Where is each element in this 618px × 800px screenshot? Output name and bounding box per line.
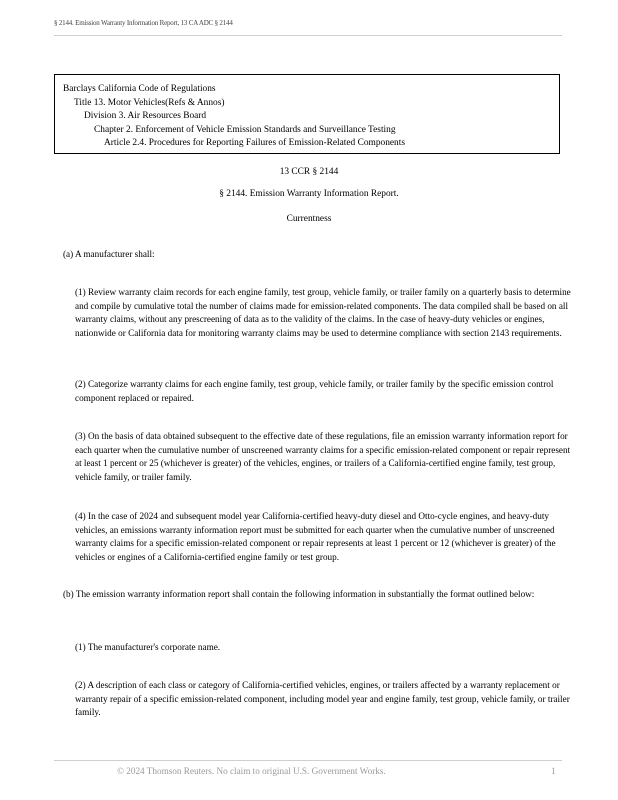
paragraph-a1: (1) Review warranty claim records for each engine family, test group, vehicle family, or trailer family on a quarterly basis to determine and compile by cumulative total the number of claims made for emission-related components. The data compiled shall be based on all warranty claims, without any prescreening of data as to the validity of the claims. In the case of heavy-duty vehicles or engines, nationwide or California data for monitoring warranty claims may be used to determine compliance with section 2143 requirements.	[75, 287, 571, 338]
paragraph-b2: (2) A description of each class or category of California-certified vehicles, engines, or trailers affected by a warranty replacement or warranty repair of a specific emission-related component, including model year and engine family, test group, vehicle family, or trailer family.	[75, 680, 570, 718]
page-number: 1	[551, 766, 556, 776]
header-divider	[54, 35, 562, 36]
paragraph-a4: (4) In the case of 2024 and subsequent model year California-certified heavy-duty diesel and Otto-cycle engines, and heavy-duty vehicles, an emissions warranty information report must be submitted for each quarter when the cumulative number of unscreened warranty claims for a specific emission-related component or repair represents at least 1 percent or 12 (whichever is greater) of the vehicles or engines of a California-certified engine family or test group.	[75, 511, 556, 562]
breadcrumb-division: Division 3. Air Resources Board	[84, 111, 207, 122]
paragraph-b1: (1) The manufacturer's corporate name.	[75, 642, 221, 652]
copyright-notice: © 2024 Thomson Reuters. No claim to original U.S. Government Works.	[117, 766, 386, 776]
paragraph-b-intro: (b) The emission warranty information report shall contain the following information in substantially the format outlined below:	[63, 589, 535, 599]
citation: 13 CCR § 2144	[279, 167, 339, 177]
footer-divider	[54, 760, 562, 761]
section-title: § 2144. Emission Warranty Information Report.	[219, 189, 399, 199]
breadcrumb-article: Article 2.4. Procedures for Reporting Failures of Emission-Related Components	[104, 138, 405, 149]
breadcrumb-code: Barclays California Code of Regulations	[63, 84, 216, 94]
currentness-label: Currentness	[286, 214, 332, 224]
breadcrumb-chapter: Chapter 2. Enforcement of Vehicle Emission Standards and Surveillance Testing	[94, 124, 396, 135]
breadcrumb-title: Title 13. Motor Vehicles(Refs & Annos)	[74, 97, 225, 108]
paragraph-a-intro: (a) A manufacturer shall:	[63, 249, 155, 259]
breadcrumb-box	[54, 74, 560, 154]
running-head: § 2144. Emission Warranty Information Report, 13 CA ADC § 2144	[54, 19, 233, 27]
paragraph-a3: (3) On the basis of data obtained subsequent to the effective date of these regulations, file an emission warranty information report for each quarter when the cumulative number of unscreened warranty claims for a specific emission-related component or repair represent at least 1 percent or 25 (whichever is greater) of the vehicles, engines, or trailers of a California-certified engine family, test group, vehicle family, or trailer family.	[75, 431, 571, 482]
paragraph-a2: (2) Categorize warranty claims for each engine family, test group, vehicle family, or trailer family by the specific emission control component replaced or repaired.	[75, 379, 554, 403]
